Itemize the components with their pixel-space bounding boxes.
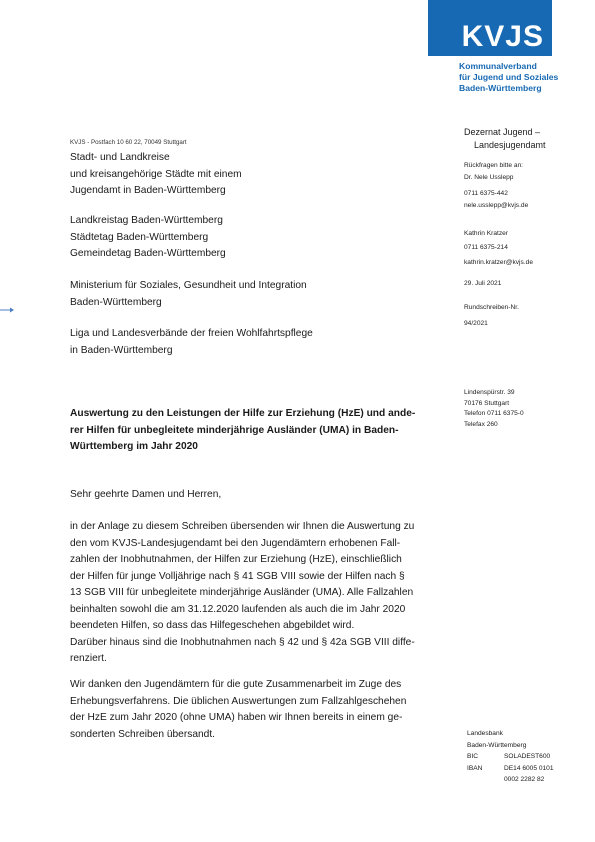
body-line: der Hilfen für junge Volljährige nach § 41 SGB VIII sowie der Hilfen nach § — [70, 570, 405, 582]
org-line: Baden-Württemberg — [459, 83, 542, 93]
recipient-line: Städtetag Baden-Württemberg — [70, 231, 209, 243]
office-address — [464, 388, 524, 430]
dept-line: Dezernat Jugend – — [464, 127, 541, 137]
contact-email: kathrin.kratzer@kvjs.de — [464, 259, 533, 266]
organization-name — [459, 61, 558, 94]
circular-value: 94/2021 — [464, 319, 488, 327]
body-line: sonderten Schreiben übersandt. — [70, 728, 215, 740]
bic-row — [467, 751, 554, 763]
recipient-line: Gemeindetag Baden-Württemberg — [70, 248, 226, 259]
contact-name: Kathrin Kratzer — [464, 230, 508, 237]
body-line: beendeten Hilfen, so dass das Hilfegeschehen abgebildet wird. — [70, 620, 355, 631]
dept-line: Landesjugendamt — [474, 140, 546, 150]
contact-phone: 0711 6375-214 — [464, 243, 508, 251]
salutation: Sehr geehrte Damen und Herren, — [70, 489, 222, 500]
recipient-block — [70, 213, 226, 263]
body-line: in der Anlage zu diesem Schreiben übersenden wir Ihnen die Auswertung zu — [70, 521, 415, 532]
circular-label: Rundschreiben-Nr. — [464, 304, 519, 311]
bic-value: SOLADEST600 — [504, 753, 551, 760]
address-line: Telefon 0711 6375-0 — [464, 410, 524, 417]
contact-label: Rückfragen bitte an: — [464, 162, 524, 169]
iban-row — [467, 774, 554, 786]
recipient-block — [70, 150, 242, 200]
recipient-line: Stadt- und Landkreise — [70, 152, 170, 163]
kvjs-logo — [428, 0, 552, 56]
bic-label: BIC — [467, 753, 478, 760]
address-line: 70176 Stuttgart — [464, 399, 510, 407]
body-line: der HzE zum Jahr 2020 (ohne UMA) haben wir Ihnen bereits in einem ge- — [70, 712, 403, 723]
contact-email: nele.usslepp@kvjs.de — [464, 201, 529, 209]
iban-value: 0002 2282 82 — [504, 776, 545, 783]
fold-mark-arrow-icon — [0, 306, 14, 314]
address-line: Lindenspürstr. 39 — [464, 389, 515, 396]
body-line: zahlen der Inobhutnahmen, der Hilfen zur Erziehung (HzE), einschließlich — [70, 554, 402, 565]
body-line: 13 SGB VIII für unbegleitete minderjährige Ausländer (UMA). Alle Fallzahlen — [70, 587, 414, 598]
org-line: für Jugend und Soziales — [459, 72, 559, 82]
iban-value: DE14 6005 0101 — [504, 764, 554, 772]
subject-line: Württemberg im Jahr 2020 — [70, 441, 198, 452]
recipient-line: Baden-Württemberg — [70, 296, 162, 308]
letter-subject — [70, 406, 448, 456]
body-line: renziert. — [70, 653, 107, 664]
sender-return-address: KVJS - Postfach 10 60 22, 70049 Stuttgart — [70, 139, 187, 146]
body-line: Erhebungsverfahrens. Die üblichen Auswertungen zum Fallzahlgeschehen — [70, 695, 407, 707]
body-line: Wir danken den Jugendämtern für die gute Zusammenarbeit im Zuge des — [70, 679, 402, 690]
recipient-line: Liga und Landesverbände der freien Wohlfahrtspflege — [70, 328, 313, 339]
subject-line: rer Hilfen für unbegleitete minderjährige Ausländer (UMA) in Baden- — [70, 424, 399, 436]
recipient-line: und kreisangehörige Städte mit einem — [70, 168, 242, 180]
iban-row — [467, 763, 554, 775]
circular-number — [464, 302, 519, 329]
org-line: Kommunalverband — [459, 61, 537, 71]
body-line: beinhalten sowohl die am 31.12.2020 laufenden als auch die im Jahr 2020 — [70, 603, 406, 615]
recipient-line: Landkreistag Baden-Württemberg — [70, 215, 223, 226]
bank-name: Baden-Württemberg — [467, 741, 527, 749]
logo-text: KVJS — [461, 20, 544, 53]
recipient-line: Jugendamt in Baden-Württemberg — [70, 185, 226, 196]
recipient-block — [70, 326, 313, 359]
contact-primary — [464, 160, 528, 211]
department-title — [464, 126, 546, 152]
subject-line: Auswertung zu den Leistungen der Hilfe zur Erziehung (HzE) und ande- — [70, 408, 416, 419]
recipient-block — [70, 278, 307, 311]
address-line: Telefax 260 — [464, 420, 498, 428]
contact-phone: 0711 6375-442 — [464, 190, 508, 197]
contact-name: Dr. Nele Usslepp — [464, 173, 514, 181]
contact-secondary — [464, 228, 533, 269]
body-line: den vom KVJS-Landesjugendamt bei den Jugendämtern erhobenen Fall- — [70, 537, 401, 549]
recipient-line: Ministerium für Soziales, Gesundheit und Integration — [70, 280, 307, 291]
recipient-line: in Baden-Württemberg — [70, 344, 173, 356]
letter-date: 29. Juli 2021 — [464, 280, 502, 287]
body-paragraph-2 — [70, 677, 448, 743]
iban-label: IBAN — [467, 764, 483, 772]
bank-name: Landesbank — [467, 730, 503, 737]
bank-details — [467, 728, 554, 786]
body-paragraph-1 — [70, 519, 448, 668]
body-line: Darüber hinaus sind die Inobhutnahmen nach § 42 und § 42a SGB VIII diffe- — [70, 636, 415, 648]
